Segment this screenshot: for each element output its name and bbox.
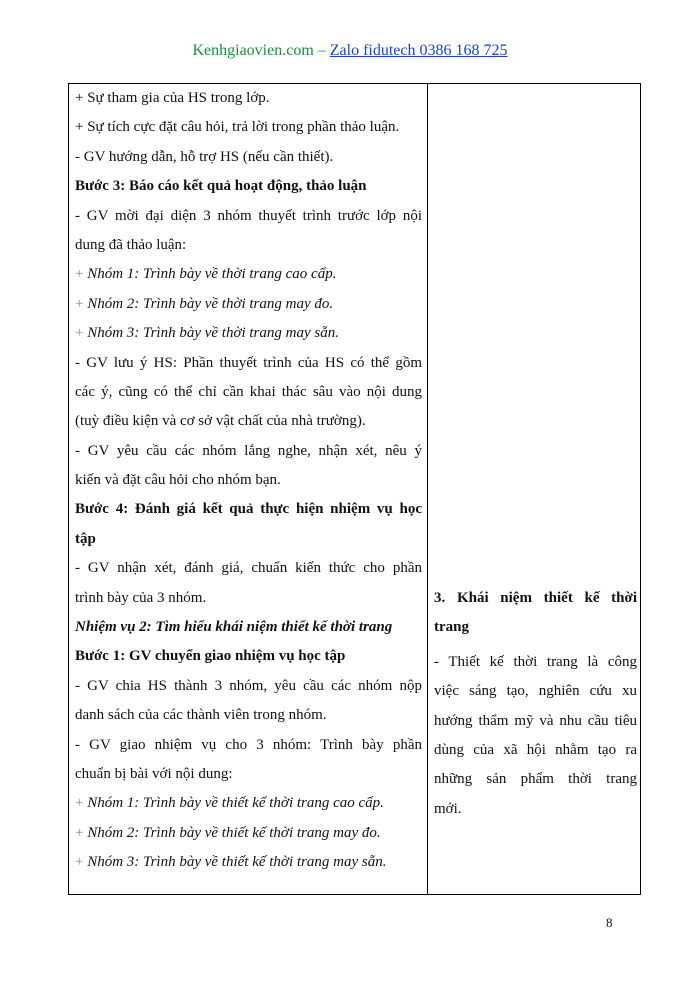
task2-heading: Nhiệm vụ 2: Tìm hiểu khái niệm thiết kế thời trang: [75, 619, 393, 636]
text-line: dùng của xã hội nhằm tạo ra: [434, 741, 637, 758]
bullet: +: [75, 295, 84, 312]
step4-heading: Bước 4: Đánh giá kết quả thực hiện nhiệm vụ học: [75, 501, 422, 518]
text-line: các ý, cũng có thể chỉ cần khai thác sâu vào nội dung: [75, 383, 422, 400]
group-item: [75, 260, 422, 289]
text-line: - GV yêu cầu các nhóm lắng nghe, nhận xét, nêu ý: [75, 442, 422, 459]
content-column: [434, 584, 637, 824]
page-number: 8: [606, 915, 613, 930]
group-item-text: Nhóm 1: Trình bày về thiết kế thời trang cao cấp.: [87, 795, 384, 812]
group-item: [75, 319, 422, 348]
text-line: mới.: [434, 800, 462, 817]
text-line: việc sáng tạo, nghiên cứu xu: [434, 683, 637, 700]
text-line: - GV mời đại diện 3 nhóm thuyết trình trước lớp nội: [75, 207, 422, 224]
lesson-table: [68, 83, 641, 895]
concept-heading-cont: trang: [434, 619, 469, 636]
step4-heading-cont: tập: [75, 530, 96, 547]
text-line: dung đã thảo luận:: [75, 236, 187, 253]
text-line: - GV hướng dẫn, hỗ trợ HS (nếu cần thiết).: [75, 148, 334, 165]
text-line: kiến và đặt câu hỏi cho nhóm bạn.: [75, 472, 281, 489]
site-name[interactable]: Kenhgiaovien.com: [192, 42, 314, 59]
text-line: - GV chia HS thành 3 nhóm, yêu cầu các nhóm nộp: [75, 677, 422, 694]
bullet: +: [75, 266, 84, 283]
bullet: +: [75, 795, 84, 812]
text-line: - GV lưu ý HS: Phần thuyết trình của HS có thể gồm: [75, 354, 422, 371]
header-separator: –: [317, 42, 326, 59]
text-line: trình bày của 3 nhóm.: [75, 589, 207, 606]
group-item-text: Nhóm 2: Trình bày về thiết kế thời trang may đo.: [87, 824, 381, 841]
step3-heading: Bước 3: Báo cáo kết quả hoạt động, thảo luận: [75, 178, 367, 195]
column-divider: [427, 84, 428, 894]
group-item: [75, 819, 422, 848]
text-line: những sản phẩm thời trang: [434, 771, 637, 788]
text-line: + Sự tích cực đặt câu hỏi, trả lời trong phần thảo luận.: [75, 119, 400, 136]
text-line: + Sự tham gia của HS trong lớp.: [75, 90, 270, 106]
group-item: [75, 848, 422, 877]
group-item-text: Nhóm 3: Trình bày về thiết kế thời trang may sẵn.: [87, 854, 387, 871]
text-line: - Thiết kế thời trang là công: [434, 653, 637, 670]
text-line: hướng thẩm mỹ và nhu cầu tiêu: [434, 712, 637, 729]
group-item: [75, 789, 422, 818]
text-line: - GV giao nhiệm vụ cho 3 nhóm: Trình bày phần: [75, 736, 422, 753]
group-item: [75, 290, 422, 319]
teacher-activity-column: [75, 84, 422, 878]
group-item-text: Nhóm 2: Trình bày về thời trang may đo.: [87, 295, 334, 312]
bullet: +: [75, 325, 84, 342]
group-item-text: Nhóm 1: Trình bày về thời trang cao cấp.: [87, 266, 337, 283]
text-line: danh sách của các thành viên trong nhóm.: [75, 707, 327, 724]
concept-heading: 3. Khái niệm thiết kế thời: [434, 590, 637, 606]
page-header: [0, 42, 700, 60]
step1-heading: Bước 1: GV chuyển giao nhiệm vụ học tập: [75, 648, 346, 665]
bullet: +: [75, 824, 84, 841]
text-line: chuẩn bị bài với nội dung:: [75, 765, 233, 782]
text-line: - GV nhận xét, đánh giá, chuẩn kiến thức cho phần: [75, 560, 422, 577]
bullet: +: [75, 854, 84, 871]
text-line: (tuỳ điều kiện và cơ sở vật chất của nhà trường).: [75, 413, 366, 430]
zalo-contact-link[interactable]: Zalo fidutech 0386 168 725: [329, 42, 508, 59]
group-item-text: Nhóm 3: Trình bày về thời trang may sẵn.: [87, 325, 339, 342]
